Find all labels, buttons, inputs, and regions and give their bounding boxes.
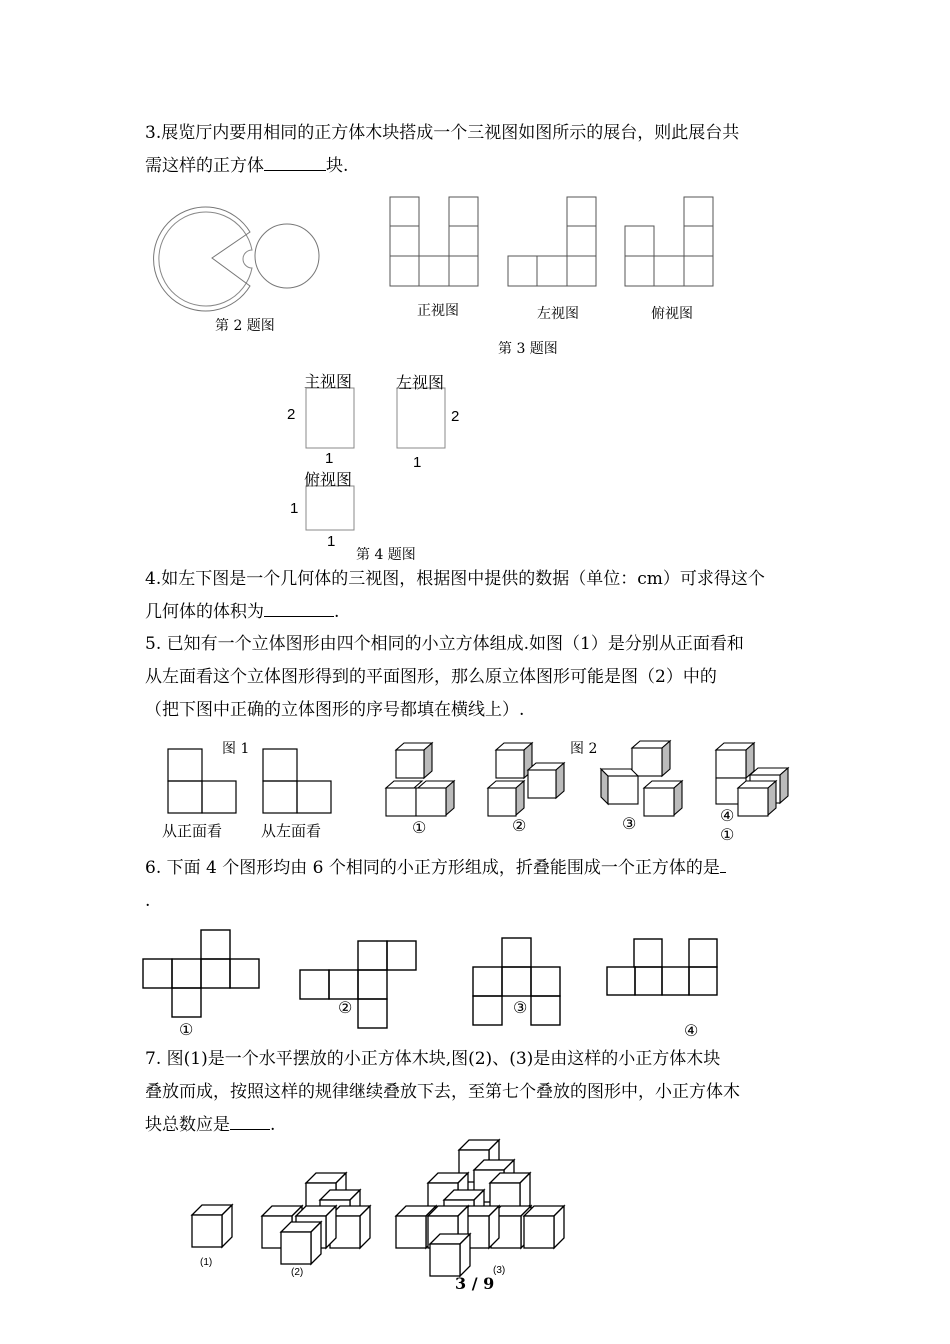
fig6-num-3: ③ bbox=[513, 998, 528, 1017]
fig6-num-4: ④ bbox=[684, 1021, 699, 1040]
fig5-fig1-label: 图 1 bbox=[222, 741, 250, 757]
fig7-stack-3 bbox=[396, 1140, 564, 1276]
fig4-front-width: 1 bbox=[325, 450, 334, 467]
fig4-caption: 第 4 题图 bbox=[356, 547, 416, 563]
fig5-front-label: 从正面看 bbox=[162, 822, 223, 840]
fig3-front-label: 正视图 bbox=[417, 303, 459, 319]
fig7-label-2: (2) bbox=[291, 1267, 304, 1278]
q6-line2: . bbox=[145, 891, 151, 911]
q4-line1: 4.如左下图是一个几何体的三视图，根据图中提供的数据（单位：cm）可求得这个 bbox=[145, 569, 765, 589]
fig5-num-3: ③ bbox=[622, 814, 637, 833]
fig7-stack-2 bbox=[262, 1173, 370, 1264]
fig4-top-width: 1 bbox=[327, 533, 336, 550]
fig5-num-4b: ① bbox=[720, 825, 735, 844]
fig5-left-label: 从左面看 bbox=[261, 822, 322, 840]
q7-line2: 叠放而成，按照这样的规律继续叠放下去，至第七个叠放的图形中，小正方体木 bbox=[145, 1082, 740, 1102]
q4-line2: 几何体的体积为 . bbox=[145, 596, 815, 629]
fig4-left-height: 2 bbox=[451, 408, 460, 425]
fig4-front-height: 2 bbox=[287, 406, 296, 423]
fig3-top-label: 俯视图 bbox=[651, 306, 693, 322]
fig3-caption: 第 3 题图 bbox=[498, 341, 558, 357]
fig5-fig2-label: 图 2 bbox=[570, 741, 598, 757]
q5-line2: 从左面看这个立体图形得到的平面图形，那么原立体图形可能是图（2）中的 bbox=[145, 667, 717, 687]
q3-line2: 需这样的正方体 块. bbox=[145, 150, 815, 183]
fig7-label-3: (3) bbox=[493, 1265, 506, 1276]
fig5-num-1: ① bbox=[412, 818, 427, 837]
fig7-cube-1 bbox=[192, 1205, 232, 1247]
fig4-front-title: 主视图 bbox=[304, 374, 353, 391]
fig5-num-2: ② bbox=[512, 816, 527, 835]
fig4-top-height: 1 bbox=[290, 500, 299, 517]
page-number: 3 / 9 bbox=[455, 1274, 495, 1293]
q5-line3: （把下图中正确的立体图形的序号都填在横线上）. bbox=[145, 700, 525, 720]
fig5-num-4: ④ bbox=[720, 806, 735, 825]
q3-line1: 3.展览厅内要用相同的正方体木块搭成一个三视图如图所示的展台，则此展台共 bbox=[145, 123, 740, 143]
fig4-left-title: 左视图 bbox=[396, 375, 445, 392]
fig6-num-1: ① bbox=[179, 1020, 194, 1039]
fig7-label-1: (1) bbox=[200, 1257, 213, 1268]
q7-line1: 7. 图(1)是一个水平摆放的小正方体木块,图(2)、(3)是由这样的小正方体木块 bbox=[145, 1049, 721, 1069]
fig4-left-width: 1 bbox=[413, 454, 422, 471]
fig2-caption: 第 2 题图 bbox=[215, 318, 275, 334]
q7-line3: 块总数应是 . bbox=[145, 1109, 815, 1142]
fig6-num-2: ② bbox=[338, 998, 353, 1017]
fig3-left-label: 左视图 bbox=[537, 306, 579, 322]
fig4-top-title: 俯视图 bbox=[304, 472, 353, 489]
q5-line1: 5. 已知有一个立体图形由四个相同的小立方体组成.如图（1）是分别从正面看和 bbox=[145, 634, 744, 654]
q6-line1: 6. 下面 4 个图形均由 6 个相同的小正方形组成，折叠能围成一个正方体的是 bbox=[145, 852, 815, 885]
